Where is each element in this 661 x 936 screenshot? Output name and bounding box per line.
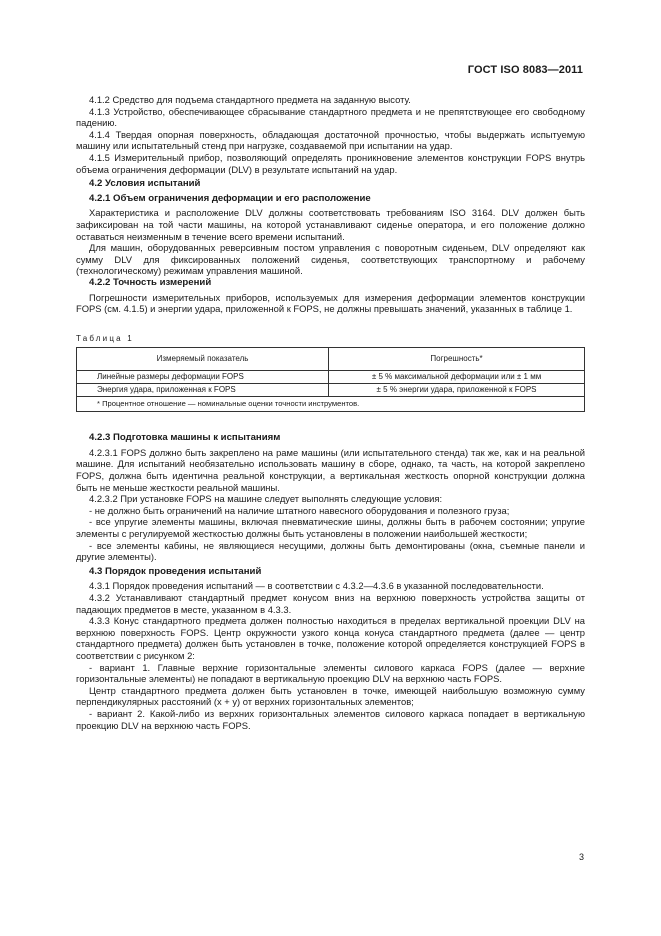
table-footnote: * Процентное отношение — номинальные оценки точности инструментов. [77, 397, 585, 412]
standard-header: ГОСТ ISO 8083—2011 [467, 64, 583, 76]
table-row [77, 384, 585, 397]
paragraph: 4.3.1 Порядок проведения испытаний — в соответствии с 4.3.2—4.3.6 в указанной последовательности. [89, 580, 544, 592]
paragraph: 4.1.2 Средство для подъема стандартного предмета на заданную высоту. [89, 94, 411, 105]
document-body [76, 94, 585, 731]
list-item: - вариант 1. Главные верхние горизонтальные элементы силового каркаса FOPS (далее — верхние горизонтальные элементы) не попадают в вертикальную проекцию DLV на верхнюю часть FOPS. [76, 661, 585, 685]
table-cell-error: ± 5 % максимальной деформации или ± 1 мм [329, 371, 585, 384]
table-caption: Таблица 1 [76, 333, 134, 343]
list-item: - вариант 2. Какой-либо из верхних горизонтальных элементов силового каркаса попадает в вертикальную проекцию DLV на верхнюю часть FOPS. [76, 707, 585, 731]
table-row [77, 371, 585, 384]
paragraph: Для машин, оборудованных реверсивным постом управления с поворотным сиденьем, DLV определяют как сумму DLV для фиксированных положений сиденья, соответствующих транспортному и рабочему (технологическому) режимам управления машиной. [76, 242, 585, 277]
section-heading-4-2: 4.2 Условия испытаний [89, 178, 201, 190]
paragraph: 4.1.3 Устройство, обеспечивающее сбрасывание стандартного предмета и не препятствующее его свободному падению. [76, 105, 585, 129]
paragraph: Погрешности измерительных приборов, используемых для измерения деформации элементов конструкции FOPS (см. 4.1.5) и энергии удара, приложенной к FOPS, не должны превышать значений, указанных в таблице 1. [76, 291, 585, 315]
paragraph: 4.1.4 Твердая опорная поверхность, обладающая достаточной прочностью, чтобы выдержать испытуемую машину или испытательный стенд при нагрузке, создаваемой при испытании на удар. [76, 128, 585, 152]
table-cell-parameter: Энергия удара, приложенная к FOPS [77, 384, 329, 397]
paragraph: Центр стандартного предмета должен быть установлен в точке, имеющей наибольшую возможную сумму перпендикулярных расстояний (x + y) от верхних горизонтальных элементов; [76, 684, 585, 708]
table-header-parameter: Измеряемый показатель [77, 348, 329, 371]
paragraph: 4.3.2 Устанавливают стандартный предмет конусом вниз на верхнюю поверхность устройства защиты от падающих предметов в месте, указанном в 4.3.3. [76, 592, 585, 615]
table-cell-error: ± 5 % энергии удара, приложенной к FOPS [329, 384, 585, 397]
paragraph: 4.3.3 Конус стандартного предмета должен полностью находиться в пределах вертикальной проекции DLV на верхнюю поверхность FOPS. Центр окружности узкого конца конуса стандартного предмета (далее — центр стандартного предмета) должен быть установлен в точке, положение которой определяется конструкцией FOPS в соответствии с рисунком 2: [76, 615, 585, 661]
table-header-row [77, 348, 585, 371]
table-footnote-row [77, 397, 585, 412]
section-heading-4-2-3: 4.2.3 Подготовка машины к испытаниям [89, 432, 281, 444]
paragraph: 4.2.3.1 FOPS должно быть закреплено на раме машины (или испытательного стенда) так же, как и на реальной машине. Для испытаний необязательно использовать машину в сборе, однако, та часть, на которой закреплено FOPS, должна быть идентична реальной конструкции, а вертикальная жесткость опорной конструкции должна быть не меньше жесткости реальной машины. [76, 446, 585, 493]
section-heading-4-3: 4.3 Порядок проведения испытаний [89, 565, 262, 577]
section-heading-4-2-2: 4.2.2 Точность измерений [89, 276, 212, 288]
list-item: - не должно быть ограничений на наличие штатного навесного оборудования и полезного груза; [89, 504, 510, 516]
section-heading-4-2-1: 4.2.1 Объем ограничения деформации и его расположение [89, 192, 371, 204]
page-number: 3 [579, 852, 585, 862]
list-item: - все упругие элементы машины, включая пневматические шины, должны быть в рабочем состоянии; упругие элементы с регулируемой жесткостью должны быть установлены в положении наибольшей жесткости; [76, 516, 585, 540]
list-item: - все элементы кабины, не являющиеся несущими, должны быть демонтированы (окна, съемные панели и другие элементы). [76, 539, 585, 563]
accuracy-table [76, 347, 585, 412]
paragraph: 4.2.3.2 При установке FOPS на машине следует выполнять следующие условия: [89, 493, 443, 505]
table-cell-parameter: Линейные размеры деформации FOPS [77, 371, 329, 384]
table-header-error: Погрешность* [329, 348, 585, 371]
paragraph: 4.1.5 Измерительный прибор, позволяющий определять проникновение элементов конструкции FOPS внутрь объема ограничения деформации (DLV) в результате испытаний на удар. [76, 151, 585, 175]
paragraph: Характеристика и расположение DLV должны соответствовать требованиям ISO 3164. DLV должен быть зафиксирован на той части машины, на которой устанавливают сиденье оператора, и его положение должно оставаться неизменным в течение всего времени испытаний. [76, 207, 585, 242]
